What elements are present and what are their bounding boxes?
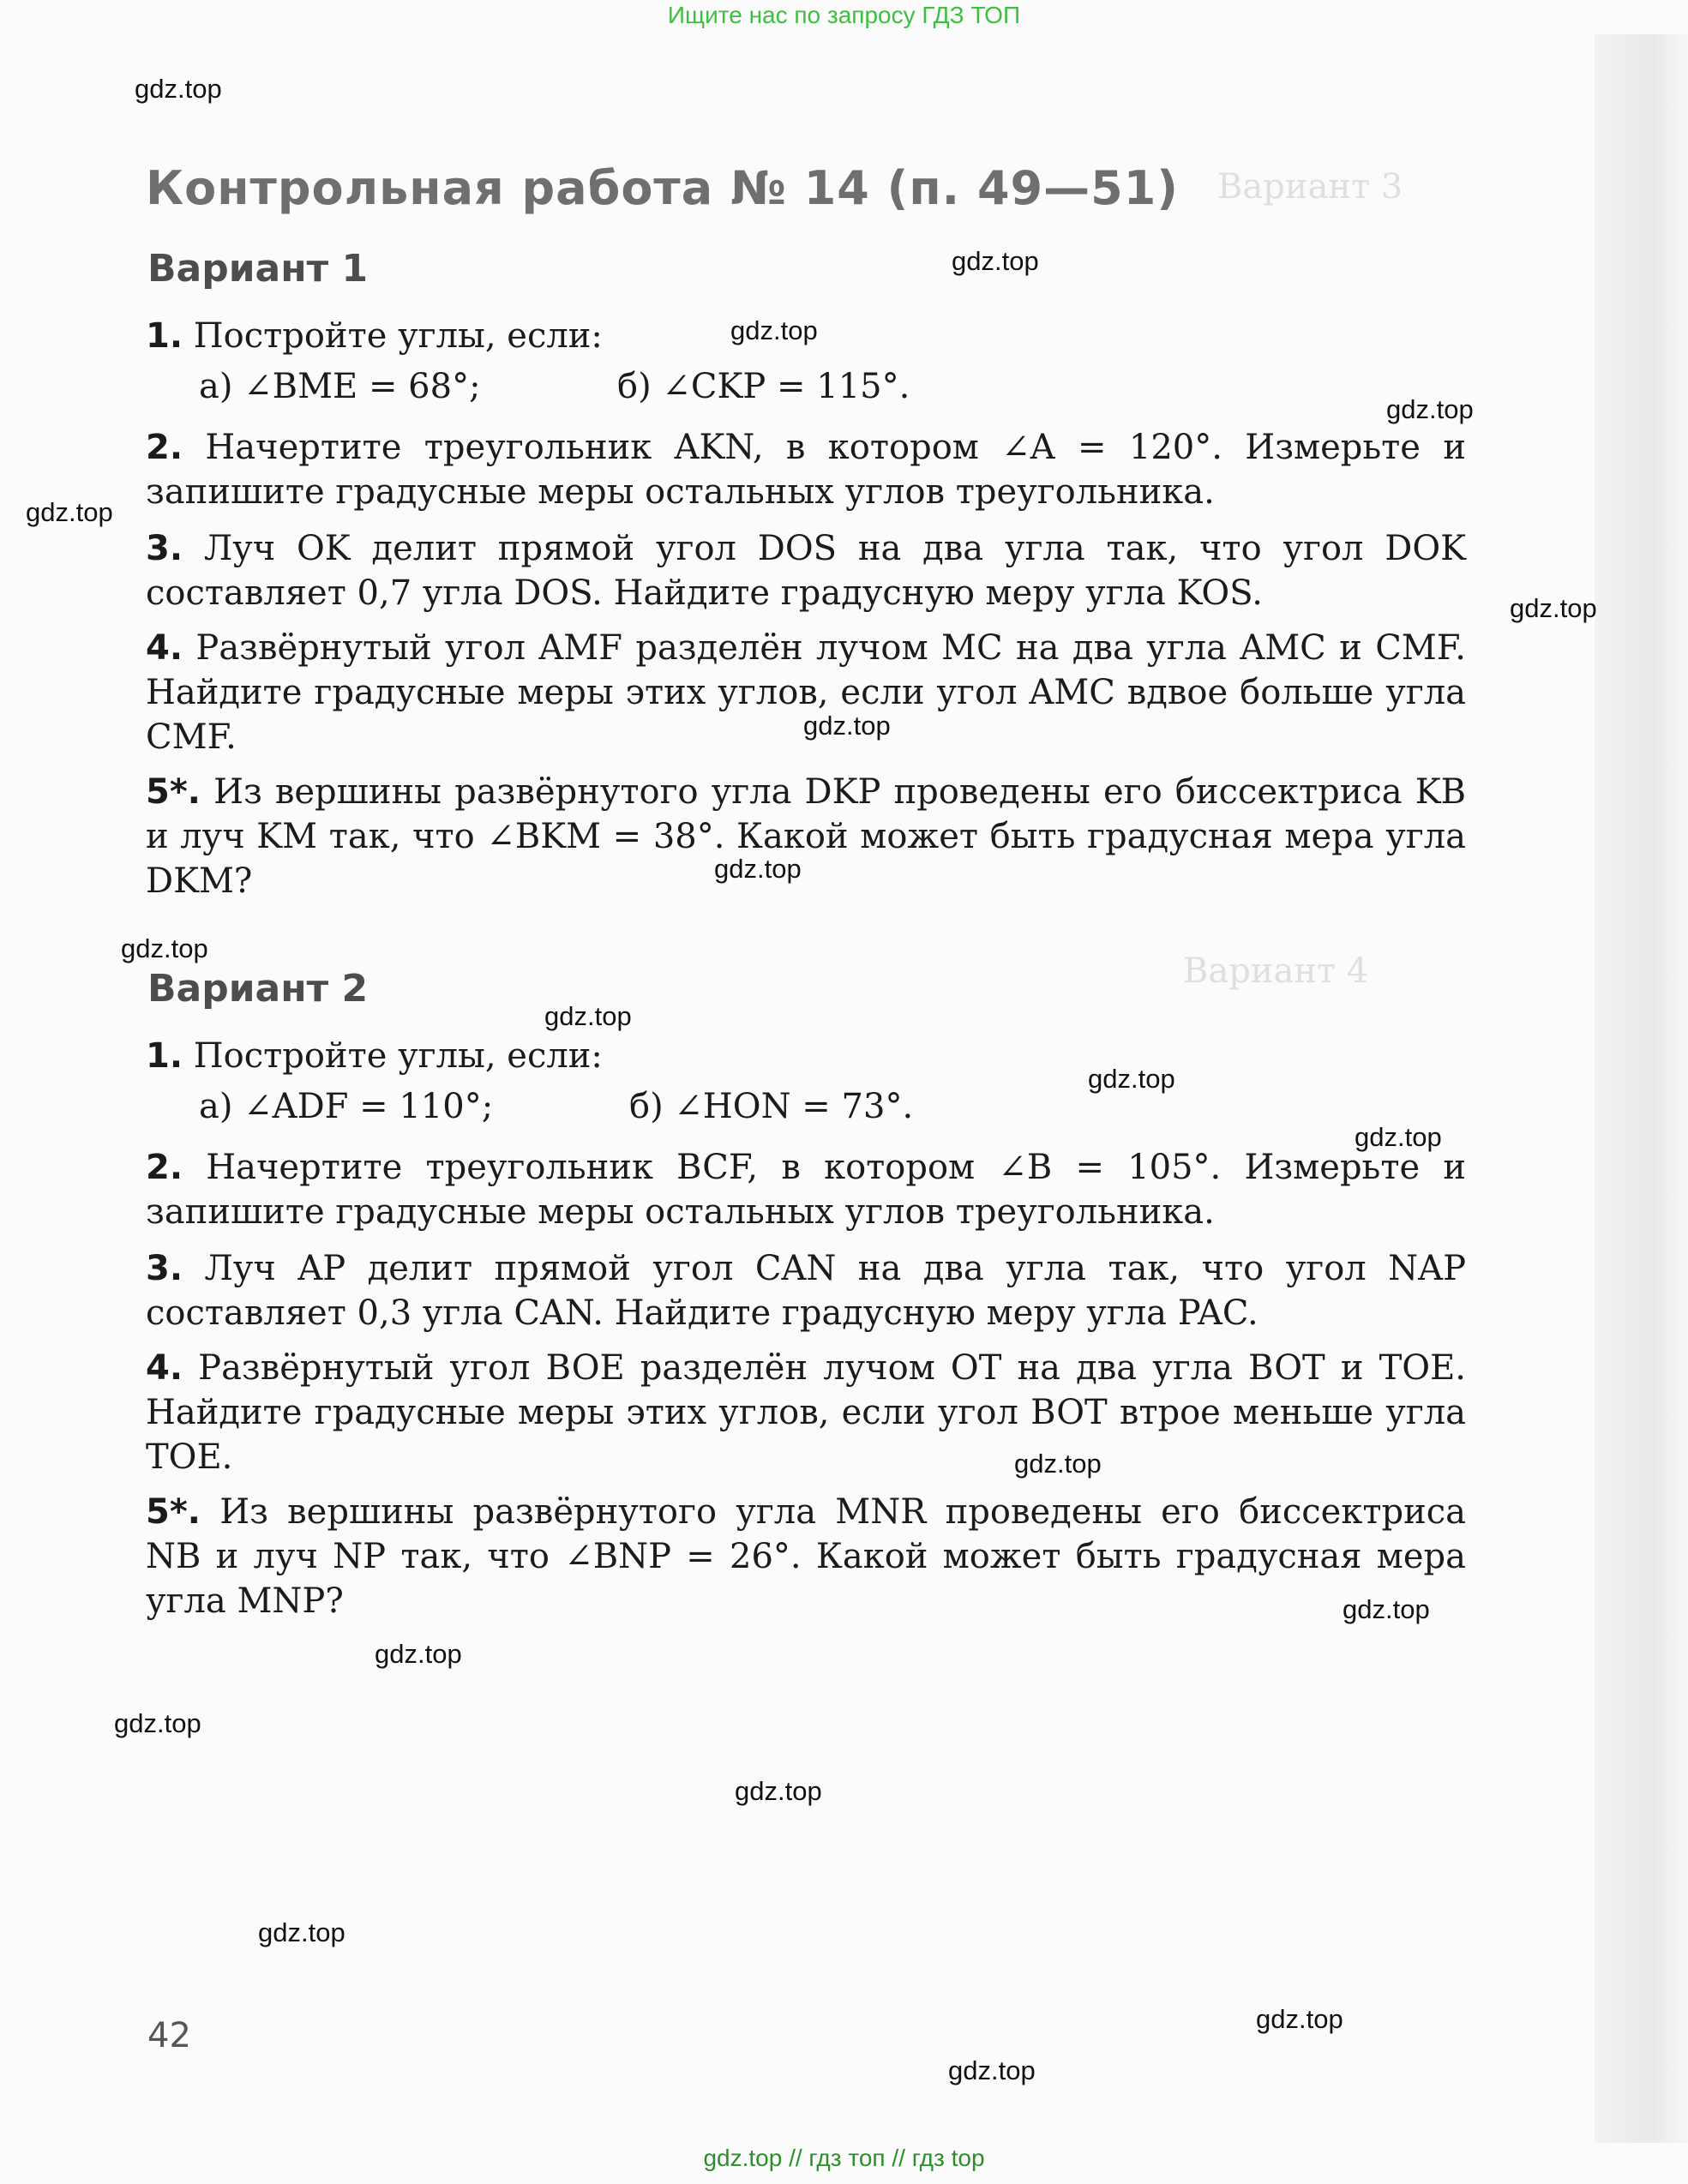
v2-task-4: [146, 1346, 1466, 1479]
task-text: Начертите треугольник AKN, в котором ∠A = 120°. Измерьте и запишите градусные меры остальных углов треугольника.: [146, 428, 1466, 512]
task-number: 5*.: [146, 772, 201, 812]
task-text: Начертите треугольник BCF, в котором ∠B = 105°. Измерьте и запишите градусные меры остальных углов треугольника.: [146, 1148, 1466, 1232]
bleed-through-text: Вариант 3: [1217, 167, 1403, 207]
v2-task-5: [146, 1490, 1466, 1623]
watermark: gdz.top: [1014, 1449, 1102, 1479]
watermark: gdz.top: [544, 1001, 632, 1031]
task-number: 2.: [146, 1148, 183, 1187]
watermark: gdz.top: [258, 1917, 345, 1947]
watermark: gdz.top: [1343, 1594, 1430, 1624]
watermark: gdz.top: [1256, 2004, 1343, 2034]
variant-1-heading: Вариант 1: [147, 247, 369, 291]
v1-task-3: [146, 526, 1466, 615]
task-text: Луч AP делит прямой угол CAN на два угла так, что угол NAP составляет 0,3 угла CAN. Найдите градусную меру угла PAC.: [146, 1249, 1466, 1333]
task-text: Развёрнутый угол BOE разделён лучом OT на два угла BOT и TOE. Найдите градусные меры этих углов, если угол BOT втрое меньше угла TOE.: [146, 1348, 1467, 1477]
task-number: 1.: [146, 1036, 183, 1076]
bleed-through-text: Вариант 4: [1183, 951, 1369, 991]
task-number: 1.: [146, 316, 183, 356]
v1-task-1b: б) ∠CKP = 115°.: [617, 367, 910, 406]
task-text: Постройте углы, если:: [193, 1036, 603, 1076]
watermark: gdz.top: [735, 1776, 822, 1806]
v1-task-2: [146, 425, 1466, 514]
v2-task-2: [146, 1145, 1466, 1234]
watermark: gdz.top: [375, 1639, 462, 1669]
task-text: Постройте углы, если:: [193, 316, 603, 356]
top-banner[interactable]: Ищите нас по запросу ГДЗ ТОП: [667, 2, 1021, 28]
task-number: 3.: [146, 1249, 183, 1288]
task-number: 4.: [146, 1348, 183, 1388]
watermark: gdz.top: [1510, 593, 1597, 623]
task-text: Развёрнутый угол AMF разделён лучом MC на два угла AMC и CMF. Найдите градусные меры этих углов, если угол AMC вдвое больше угла CMF.: [146, 628, 1467, 757]
variant-2-heading: Вариант 2: [147, 967, 369, 1011]
v2-task-1: [146, 1034, 1466, 1078]
page-edge-shadow: [1595, 34, 1688, 2143]
task-number: 4.: [146, 628, 183, 668]
watermark: gdz.top: [26, 497, 113, 527]
watermark: gdz.top: [948, 2055, 1036, 2085]
watermark: gdz.top: [952, 246, 1039, 276]
page-number: 42: [147, 2016, 191, 2055]
watermark: gdz.top: [121, 933, 208, 963]
v1-task-5: [146, 770, 1466, 903]
v2-task-1a: а) ∠ADF = 110°;: [199, 1087, 494, 1126]
v2-task-1b: б) ∠HON = 73°.: [629, 1087, 914, 1126]
watermark: gdz.top: [714, 854, 802, 884]
watermark: gdz.top: [730, 315, 818, 345]
task-text: Луч OK делит прямой угол DOS на два угла так, что угол DOK составляет 0,7 угла DOS. Найдите градусную меру угла KOS.: [146, 529, 1466, 613]
task-text: Из вершины развёрнутого угла MNR проведены его биссектриса NB и луч NP так, что ∠BNP = 26°. Какой может быть градусная мера угла MNP?: [146, 1492, 1466, 1621]
v2-task-3: [146, 1246, 1466, 1335]
task-number: 3.: [146, 529, 183, 568]
v1-task-1a: а) ∠BME = 68°;: [199, 367, 481, 406]
page-title: Контрольная работа № 14 (п. 49—51): [146, 161, 1179, 215]
task-text: Из вершины развёрнутого угла DKP проведены его биссектриса KB и луч KM так, что ∠BKM = 38°. Какой может быть градусная мера угла DKM?: [146, 772, 1467, 901]
watermark: gdz.top: [1088, 1064, 1175, 1094]
watermark: gdz.top: [135, 74, 222, 104]
bottom-banner[interactable]: gdz.top // гдз топ // гдз top: [703, 2145, 985, 2171]
task-number: 2.: [146, 428, 183, 467]
watermark: gdz.top: [803, 711, 891, 741]
watermark: gdz.top: [1355, 1122, 1442, 1152]
watermark: gdz.top: [1386, 394, 1474, 424]
watermark: gdz.top: [114, 1708, 201, 1738]
task-number: 5*.: [146, 1492, 201, 1532]
